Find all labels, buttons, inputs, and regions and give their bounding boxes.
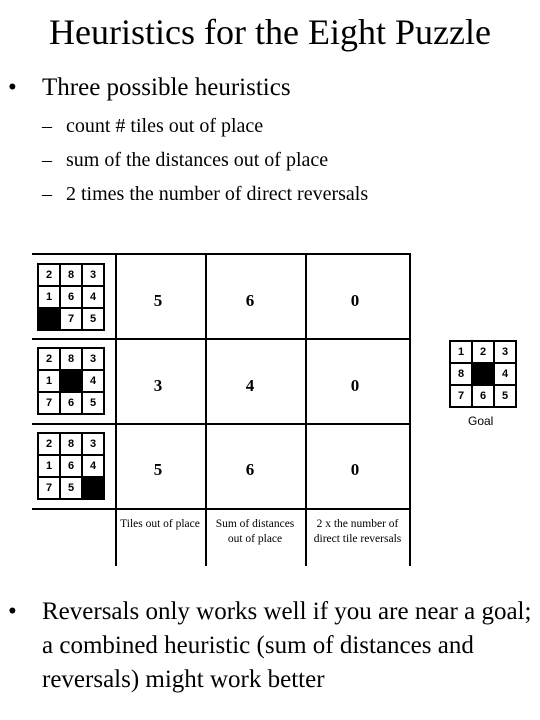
puzzle-tile: 5 [82, 392, 104, 414]
puzzle-tile: 1 [38, 286, 60, 308]
table-col-divider [115, 253, 117, 566]
puzzle-tile: 7 [60, 308, 82, 330]
puzzle-tile: 3 [82, 433, 104, 455]
subitem-text: sum of the distances out of place [66, 149, 329, 171]
subitem-text: count # tiles out of place [66, 115, 264, 137]
puzzle-tile: 6 [472, 385, 494, 407]
puzzle-tile: 2 [38, 433, 60, 455]
subitem-text: 2 times the number of direct reversals [66, 183, 369, 205]
puzzle-board [37, 263, 105, 331]
slide-title: Heuristics for the Eight Puzzle [49, 12, 491, 52]
puzzle-tile: 2 [472, 341, 494, 363]
goal-board [449, 340, 517, 408]
column-header-sum-distances: Sum of distances out of place [215, 518, 295, 545]
table-row-divider [32, 423, 411, 425]
table-row-divider [32, 508, 411, 510]
puzzle-tile: 2 [38, 264, 60, 286]
value-tiles-out-of-place: 5 [153, 460, 163, 479]
table-col-divider [205, 253, 207, 566]
puzzle-tile: 6 [60, 455, 82, 477]
goal-label: Goal [468, 414, 494, 428]
value-reversals: 0 [350, 460, 360, 479]
puzzle-tile: 6 [60, 286, 82, 308]
puzzle-tile: 7 [38, 477, 60, 499]
puzzle-tile: 7 [38, 392, 60, 414]
value-sum-distances: 6 [245, 460, 255, 479]
puzzle-tile: 4 [494, 363, 516, 385]
puzzle-tile: 7 [450, 385, 472, 407]
puzzle-tile: 8 [60, 264, 82, 286]
blank-tile [60, 370, 82, 392]
puzzle-tile: 6 [60, 392, 82, 414]
table-row-divider [32, 338, 411, 340]
table-col-divider [305, 253, 307, 566]
table-border-right [409, 253, 411, 566]
column-header-tiles-out-of-place: Tiles out of place [120, 518, 200, 530]
blank-tile [38, 308, 60, 330]
bullet-text: Three possible heuristics [42, 74, 291, 101]
bullet-text: Reversals only works well if you are near a goal; a combined heuristic (sum of distances and reversals) might work better [42, 598, 532, 693]
puzzle-tile: 1 [450, 341, 472, 363]
puzzle-tile: 1 [38, 370, 60, 392]
dash-glyph: – [42, 149, 52, 171]
puzzle-tile: 5 [494, 385, 516, 407]
dash-glyph: – [42, 115, 52, 137]
bullet-reversals-note [8, 597, 538, 697]
blank-tile [82, 477, 104, 499]
puzzle-tile: 4 [82, 370, 104, 392]
bullet-glyph: • [8, 598, 17, 625]
puzzle-tile: 3 [494, 341, 516, 363]
puzzle-tile: 5 [60, 477, 82, 499]
puzzle-tile: 8 [60, 348, 82, 370]
puzzle-tile: 4 [82, 286, 104, 308]
puzzle-tile: 1 [38, 455, 60, 477]
puzzle-tile: 5 [82, 308, 104, 330]
dash-glyph: – [42, 183, 52, 205]
bullet-glyph: • [8, 74, 17, 101]
puzzle-tile: 3 [82, 264, 104, 286]
value-tiles-out-of-place: 5 [153, 291, 163, 310]
value-sum-distances: 6 [245, 291, 255, 310]
puzzle-tile: 8 [450, 363, 472, 385]
puzzle-tile: 8 [60, 433, 82, 455]
puzzle-tile: 3 [82, 348, 104, 370]
puzzle-board [37, 432, 105, 500]
puzzle-tile: 2 [38, 348, 60, 370]
table-border-top [32, 253, 411, 255]
puzzle-board [37, 347, 105, 415]
value-tiles-out-of-place: 3 [153, 376, 163, 395]
puzzle-tile: 4 [82, 455, 104, 477]
value-reversals: 0 [350, 376, 360, 395]
value-reversals: 0 [350, 291, 360, 310]
blank-tile [472, 363, 494, 385]
column-header-reversals: 2 x the number of direct tile reversals [313, 518, 402, 545]
value-sum-distances: 4 [245, 376, 255, 395]
